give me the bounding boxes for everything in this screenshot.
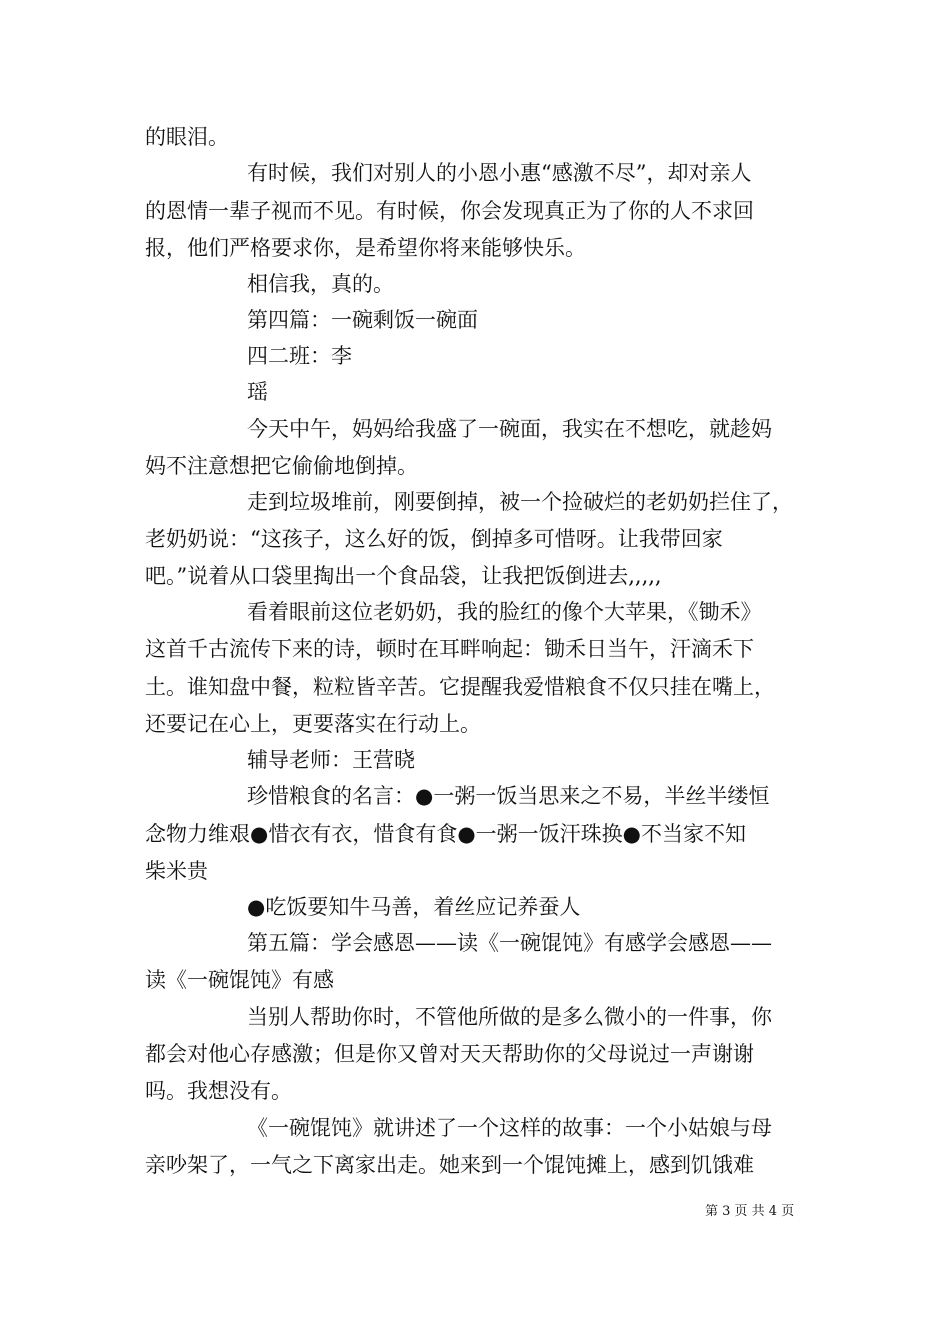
section-heading: 第四篇：一碗剩饭一碗面: [247, 308, 478, 332]
author-line: 瑶: [247, 380, 268, 404]
text-line: 看着眼前这位老奶奶，我的脸红的像个大苹果，《锄禾》: [247, 600, 762, 624]
section-heading: 第五篇：学会感恩——读《一碗馄饨》有感学会感恩——: [247, 931, 772, 955]
text-line: 的恩情一辈子视而不见。有时候，你会发现真正为了你的人不求回: [145, 199, 754, 223]
text-line: 吧。”说着从口袋里掏出一个食品袋，让我把饭倒进去,,,,,: [145, 564, 662, 588]
teacher-line: 辅导老师：王营晓: [247, 748, 415, 772]
text-line: 老奶奶说：“这孩子，这么好的饭，倒掉多可惜呀。让我带回家: [145, 527, 723, 551]
text-line: 土。谁知盘中餐，粒粒皆辛苦。它提醒我爱惜粮食不仅只挂在嘴上，: [145, 675, 775, 699]
text-line: ●吃饭要知牛马善，着丝应记养蚕人: [247, 895, 581, 919]
text-line: 柴米贵: [145, 859, 208, 883]
text-line: 珍惜粮食的名言：●一粥一饭当思来之不易，半丝半缕恒: [247, 784, 770, 808]
text-line: 今天中午，妈妈给我盛了一碗面，我实在不想吃，就趁妈: [247, 417, 772, 441]
text-line: 报，他们严格要求你，是希望你将来能够快乐。: [145, 236, 586, 260]
text-line: 还要记在心上，更要落实在行动上。: [145, 712, 481, 736]
text-line: 妈不注意想把它偷偷地倒掉。: [145, 454, 418, 478]
section-heading: 读《一碗馄饨》有感: [145, 968, 334, 992]
text-line: 念物力维艰●惜衣有衣，惜食有食●一粥一饭汗珠换●不当家不知: [145, 822, 746, 846]
text-line: 的眼泪。: [145, 125, 229, 149]
text-line: 吗。我想没有。: [145, 1079, 292, 1103]
text-line: 都会对他心存感激；但是你又曾对天天帮助你的父母说过一声谢谢: [145, 1042, 754, 1066]
text-line: 有时候，我们对别人的小恩小惠“感激不尽”，却对亲人: [247, 161, 752, 185]
text-line: 走到垃圾堆前，刚要倒掉，被一个捡破烂的老奶奶拦住了，: [247, 490, 793, 514]
text-line: 当别人帮助你时，不管他所做的是多么微小的一件事，你: [247, 1005, 772, 1029]
text-line: 《一碗馄饨》就讲述了一个这样的故事：一个小姑娘与母: [247, 1116, 772, 1140]
text-line: 亲吵架了，一气之下离家出走。她来到一个馄饨摊上，感到饥饿难: [145, 1153, 754, 1177]
text-line: 这首千古流传下来的诗，顿时在耳畔响起：锄禾日当午，汗滴禾下: [145, 637, 754, 661]
page-number: 第 3 页 共 4 页: [705, 1204, 795, 1219]
text-line: 相信我，真的。: [247, 272, 394, 296]
author-line: 四二班：李: [247, 344, 352, 368]
